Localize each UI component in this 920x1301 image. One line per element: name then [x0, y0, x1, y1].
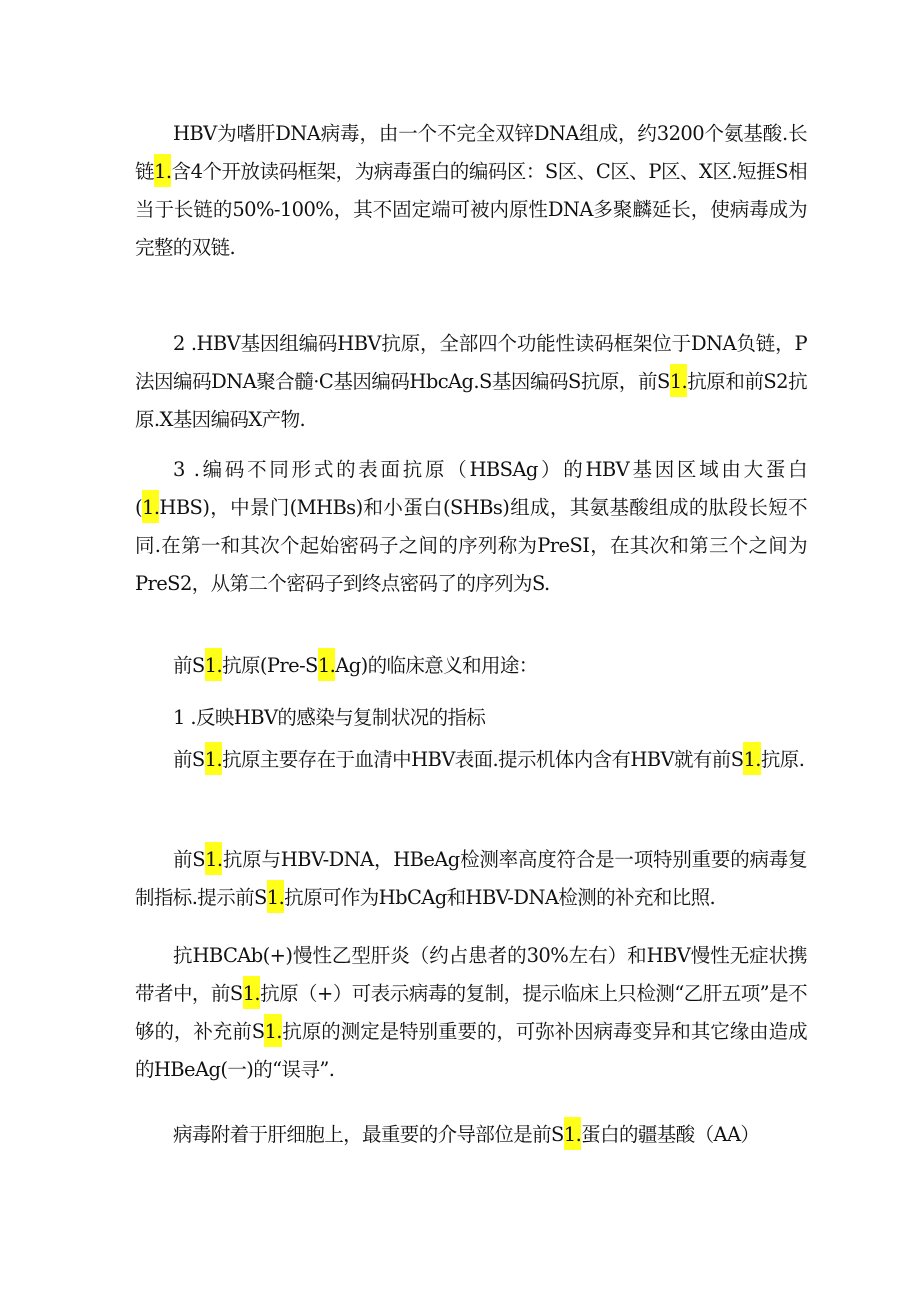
text-run: 3 .编码不同形式的表面抗原（HBSAg）的HBV基因区域由大蛋白(	[135, 458, 807, 519]
text-run: 含4个开放读码框架，为病毒蛋白的编码区：S区、C区、P区、X区.短捱S相当于长链的50%-100%，其不固定端可被内原性DNA多聚麟延长，使病毒成为完整的双链.	[135, 160, 807, 259]
highlighted-text: 1.	[670, 364, 687, 397]
highlighted-text: 1.	[264, 1014, 281, 1047]
text-run: 病毒附着于肝细胞上，最重要的介导部位是前S	[173, 1123, 564, 1146]
text-run: HBS)，中景门(MHBs)和小蛋白(SHBs)组成，其氨基酸组成的肽段长短不同.在第一和其次个起始密码子之间的序列称为PreSI，在其次和第三个之间为PreS2，从第二个密码子到终点密码了的序列为S.	[135, 496, 807, 595]
paragraph-pres1-heading	[135, 647, 807, 685]
paragraph-chronic-carriers	[135, 937, 807, 1089]
paragraph-indicator-heading	[135, 699, 807, 737]
highlighted-text: 1.	[267, 880, 284, 913]
paragraph-surface-antigen	[135, 451, 807, 603]
text-run: 蛋白的疆基酸（AA）	[581, 1123, 760, 1146]
text-run: 抗原与HBV-DNA，HBeAg检测率高度符合是一项特别重要的病毒复制指标.提示前S	[135, 848, 807, 909]
text-run: 1 .反映HBV的感染与复制状况的指标	[173, 706, 486, 729]
text-run: Ag)的临床意义和用途：	[335, 654, 538, 677]
text-run: 前S	[173, 848, 206, 871]
paragraph-hbv-intro	[135, 115, 807, 267]
text-run: 抗原主要存在于血清中HBV表面.提示机体内含有HBV就有前S	[222, 748, 744, 771]
highlighted-text: 1.	[243, 976, 260, 1009]
text-run: 抗原.	[760, 748, 805, 771]
highlighted-text: 1.	[205, 742, 222, 775]
text-run: 抗HBCAb(+)慢性乙型肝炎（约占患者的30%左右）和HBV慢性无症状携带者中，前S	[135, 944, 807, 1005]
text-run: 前S	[173, 654, 205, 677]
highlighted-text: 1.	[318, 648, 335, 681]
highlighted-text: 1.	[205, 648, 222, 681]
text-run: 抗原和前S2抗原.X基因编码X产物.	[135, 370, 807, 431]
text-run: 抗原可作为HbCAg和HBV-DNA检测的补充和比照.	[284, 886, 716, 909]
highlighted-text: 1.	[142, 490, 159, 523]
text-run: 抗原（+）可表示病毒的复制，提示临床上只检测“乙肝五项”是不够的，补充前S	[135, 982, 807, 1043]
paragraph-attachment	[135, 1116, 807, 1154]
text-run: 抗原的测定是特别重要的，可弥补因病毒变异和其它缘由造成的HBeAg(一)的“误寻”.	[135, 1020, 807, 1081]
paragraph-pres1-serum	[135, 741, 807, 779]
text-run: 2 .HBV基因组编码HBV抗原，全部四个功能性读码框架位于DNA负链，P法因编码DNA聚合髓·C基因编码HbcAg.S基因编码S抗原，前S	[135, 332, 807, 393]
highlighted-text: 1.	[564, 1117, 581, 1150]
highlighted-text: 1.	[205, 842, 222, 875]
highlighted-text: 1.	[154, 154, 171, 187]
text-run: 前S	[173, 748, 205, 771]
paragraph-pres1-replication	[135, 841, 807, 917]
text-run: HBV为嗜肝DNA病毒，由一个不完全双锌DNA组成，约3200个氨基酸.长链	[135, 122, 807, 183]
highlighted-text: 1.	[743, 742, 760, 775]
text-run: 抗原(Pre-S	[222, 654, 318, 677]
paragraph-genome-encoding	[135, 325, 807, 439]
